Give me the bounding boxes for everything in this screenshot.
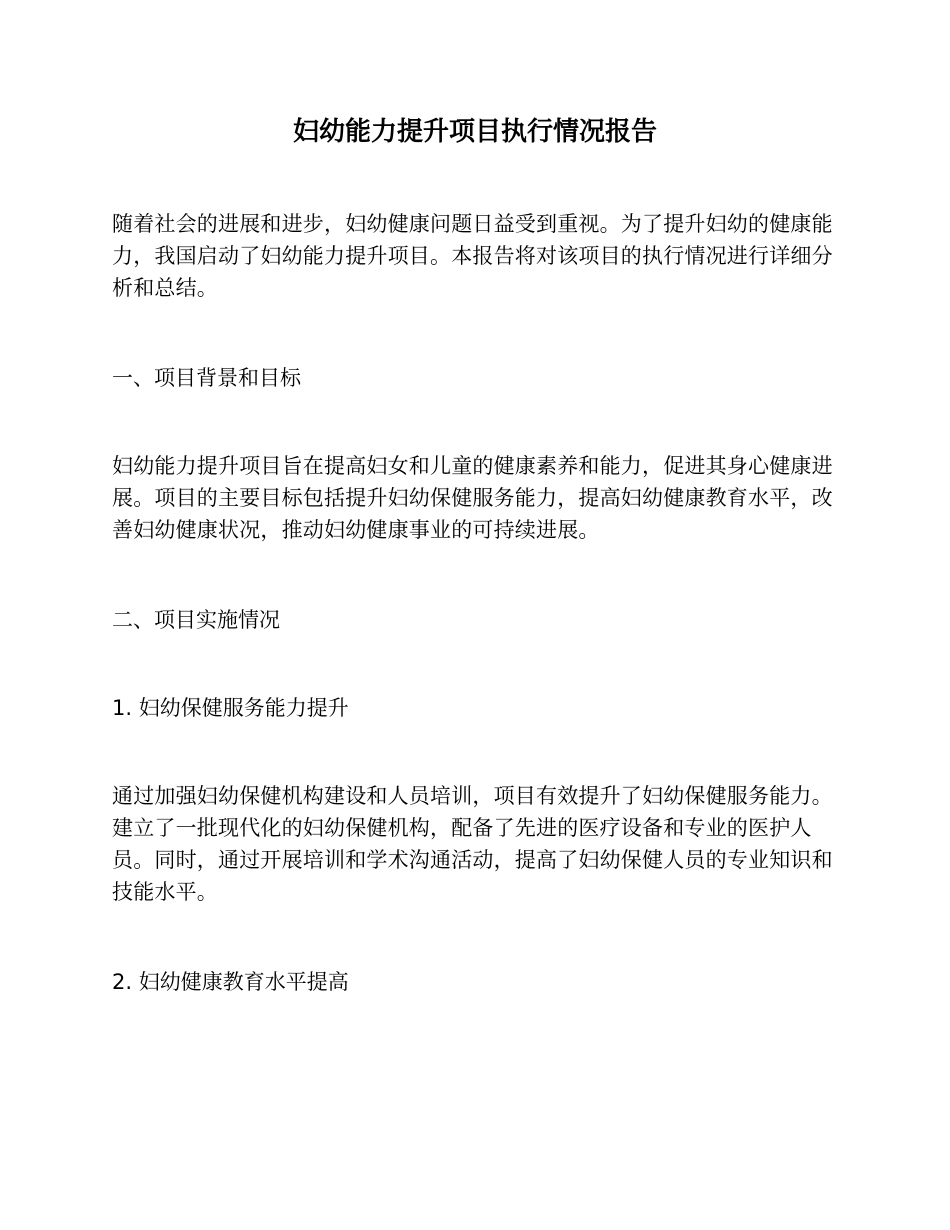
- document-title: 妇幼能力提升项目执行情况报告: [292, 117, 657, 147]
- subsection-one-paragraph: 通过加强妇幼保健机构建设和人员培训，项目有效提升了妇幼保健服务能力。建立了一批现代化的妇幼保健机构，配备了先进的医疗设备和专业的医护人员。同时，通过开展培训和学术沟通活动，提高了妇幼保健人员的专业知识和技能水平。: [112, 784, 833, 904]
- intro-paragraph: 随着社会的进展和进步，妇幼健康问题日益受到重视。为了提升妇幼的健康能力，我国启动了妇幼能力提升项目。本报告将对该项目的执行情况进行详细分析和总结。: [112, 212, 833, 300]
- subsection-one-heading: 1. 妇幼保健服务能力提升: [112, 696, 349, 720]
- section-two-heading: 二、项目实施情况: [112, 608, 280, 632]
- subsection-two-heading: 2. 妇幼健康教育水平提高: [112, 970, 349, 994]
- section-one-paragraph: 妇幼能力提升项目旨在提高妇女和儿童的健康素养和能力，促进其身心健康进展。项目的主要目标包括提升妇幼保健服务能力，提高妇幼健康教育水平，改善妇幼健康状况，推动妇幼健康事业的可持续进展。: [112, 454, 833, 542]
- section-one-heading: 一、项目背景和目标: [112, 366, 301, 390]
